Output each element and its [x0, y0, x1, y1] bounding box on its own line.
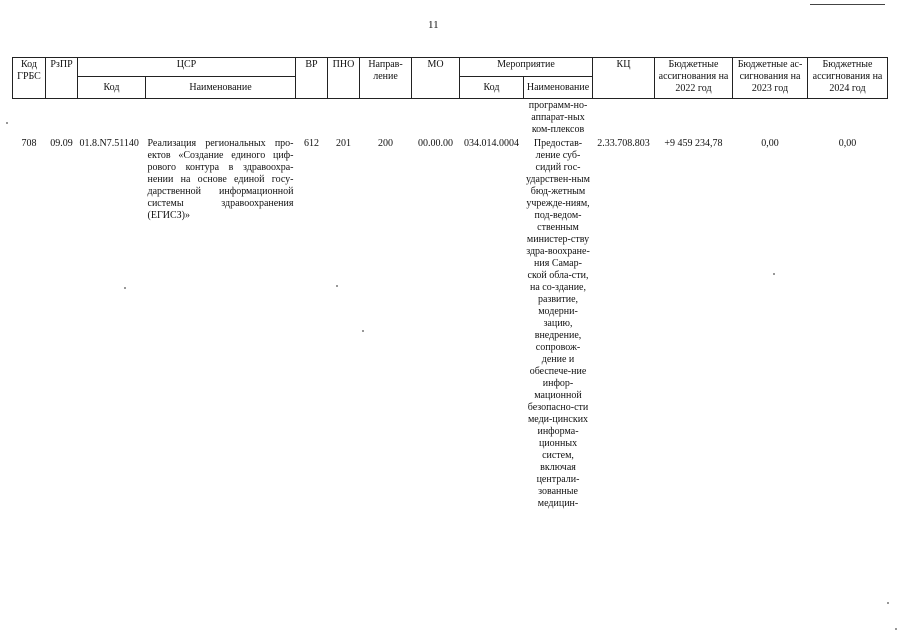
cell-kc: 2.33.708.803: [597, 138, 650, 149]
cell-pno: 201: [336, 138, 351, 149]
scan-speck: [895, 628, 897, 630]
top-rule: [810, 4, 885, 5]
continuation-event-name: программ-но-аппарат-ных ком-плексов: [528, 100, 588, 135]
cell-mo: 00.00.00: [418, 138, 453, 149]
scan-speck: [362, 330, 364, 332]
cell-csr-code: 01.8.N7.51140: [79, 138, 139, 149]
header-event: Мероприятие: [460, 58, 593, 77]
header-csr-code: Код: [78, 77, 146, 99]
cell-rzpr: 09.09: [50, 138, 73, 149]
cell-budget-2024: 0,00: [838, 138, 857, 149]
cell-grbs: 708: [21, 138, 37, 149]
header-csr: ЦСР: [78, 58, 296, 77]
cell-event-code: 034.014.0004: [464, 138, 519, 149]
header-budget-2024: Бюджетные ассигнования на 2024 год: [808, 58, 888, 99]
header-vr: ВР: [296, 58, 328, 99]
header-direction: Направ-ление: [360, 58, 412, 99]
header-kc: КЦ: [593, 58, 655, 99]
scan-speck: [773, 273, 775, 275]
budget-table: [12, 57, 888, 511]
cell-csr-name: Реализация региональных про-ектов «Создание единого циф-рового контура в здравоохра-нении на основе единой госу-дарственной информационной системы здравоохранения (ЕГИСЗ)»: [147, 138, 294, 221]
scan-speck: [336, 285, 338, 287]
scan-speck: [6, 122, 8, 124]
table-row: [13, 137, 888, 511]
header-rzpr: РзПР: [46, 58, 78, 99]
header-pno: ПНО: [328, 58, 360, 99]
header-budget-2023: Бюджетные ас-сигнования на 2023 год: [733, 58, 808, 99]
header-budget-2022: Бюджетные ассигнования на 2022 год: [655, 58, 733, 99]
header-event-code: Код: [460, 77, 524, 99]
page-number: 11: [428, 19, 439, 31]
continuation-row: [13, 99, 888, 138]
header-mo: МО: [412, 58, 460, 99]
cell-budget-2023: 0,00: [761, 138, 779, 149]
header-grbs: Код ГРБС: [13, 58, 46, 99]
scan-speck: [124, 287, 126, 289]
header-event-name: Наименование: [524, 77, 593, 99]
cell-direction: 200: [378, 138, 393, 149]
scan-speck: [887, 602, 889, 604]
header-csr-name: Наименование: [146, 77, 296, 99]
cell-event-name: Предостав-ление суб-сидий гос-ударствен-ным бюд-жетным учрежде-ниям, под-ведом-ственным министер-ству здра-воохране-ния Самар-ской обла-сти, на со-здание, развитие, модерни-зацию, внедрение, сопровож-дение и обеспече-ние инфор-мационной безопасно-сти меди-цинских информа-ционных систем, включая централи-зованные медицин-: [526, 138, 590, 509]
cell-vr: 612: [304, 138, 319, 149]
cell-budget-2022: +9 459 234,78: [664, 138, 723, 149]
